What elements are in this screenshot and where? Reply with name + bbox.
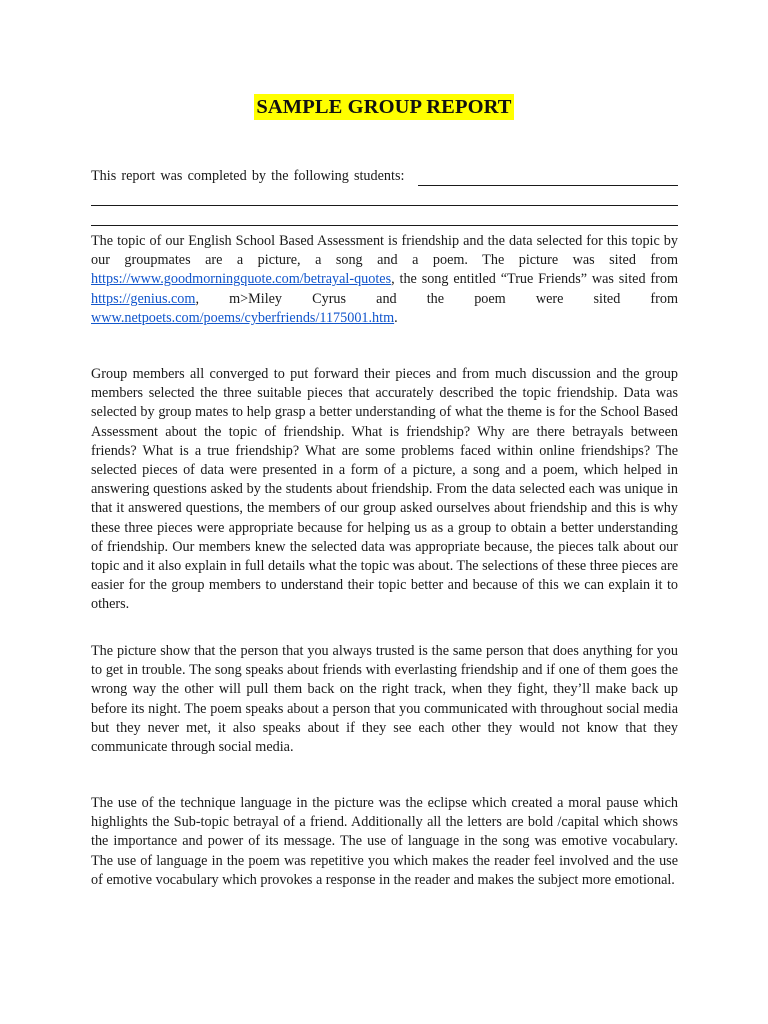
students-line xyxy=(91,166,678,186)
netpoets-link[interactable]: www.netpoets.com/poems/cyberfriends/1175001.htm xyxy=(91,309,395,326)
student-name-blank-2 xyxy=(91,186,678,206)
paragraph-topic xyxy=(91,232,678,328)
betrayal-quotes-link[interactable]: https://www.goodmorningquote.com/betrayal-quotes xyxy=(91,271,392,288)
paragraph-language: The use of the technique language in the picture was the eclipse which created a moral pause which highlights the Sub-topic betrayal of a friend. Additionally all the letters are bold /capital which shows the importance and power of its message. The use of language in the song was emotive vocabulary. The use of language in the poem was repetitive you which makes the reader feel involved and the use of emotive vocabulary which provokes a response in the reader and makes the subject more emotional. xyxy=(91,795,678,888)
paragraph-description: The picture show that the person that you always trusted is the same person that does anything for you to get in trouble. The song speaks about friends with everlasting friendship and if one of them goes the wrong way the other will pull them back on the right track, when they fight, they’ll make back up before its night. The poem speaks about a person that you communicated with throughout social media but they never met, it also speaks about if they see each other they would not know that they communicate through social media. xyxy=(91,643,678,756)
student-name-blank-3 xyxy=(91,206,678,226)
student-name-blank xyxy=(418,170,678,186)
p1-text-1: The topic of our English School Based Assessment is friendship and the data selected for this topic by our groupmates are a picture, a song and a poem. The picture was sited from xyxy=(91,233,678,269)
students-label: This report was completed by the following students: xyxy=(91,167,405,184)
genius-link[interactable]: https://genius.com xyxy=(91,290,196,307)
p1-text-4: . xyxy=(394,309,398,326)
p1-text-2: , the song entitled “True Friends” was sited from xyxy=(391,271,678,288)
title-container xyxy=(0,94,768,120)
students-section xyxy=(91,166,678,226)
p1-text-3: , m>Miley Cyrus and the poem were sited from xyxy=(195,290,678,307)
paragraph-selection: Group members all converged to put forward their pieces and from much discussion and the group members selected the three suitable pieces that accurately described the topic friendship. Data was selected by group mates to help grasp a better understanding of what the theme is for the School Based Assessment about the topic of friendship. What is friendship? Why are there betrayals between friends? What is a true friendship? What are some problems faced within online friendships? The selected pieces of data were presented in a form of a picture, a song and a poem, which helped in answering questions asked by the students about friendship. From the data selected each was unique in that it answered questions, the members of our group asked ourselves about friendship and this is why these three pieces were appropriate because for helping us as a group to obtain a better understanding of friendship. Our members knew the selected data was appropriate because, the pieces talk about our topic and it also explain in full details what the topic was about. The selections of these three pieces are easier for the group members to understand their topic better and because of this we can explain it to others. xyxy=(91,366,678,613)
report-title: SAMPLE GROUP REPORT xyxy=(256,96,512,118)
